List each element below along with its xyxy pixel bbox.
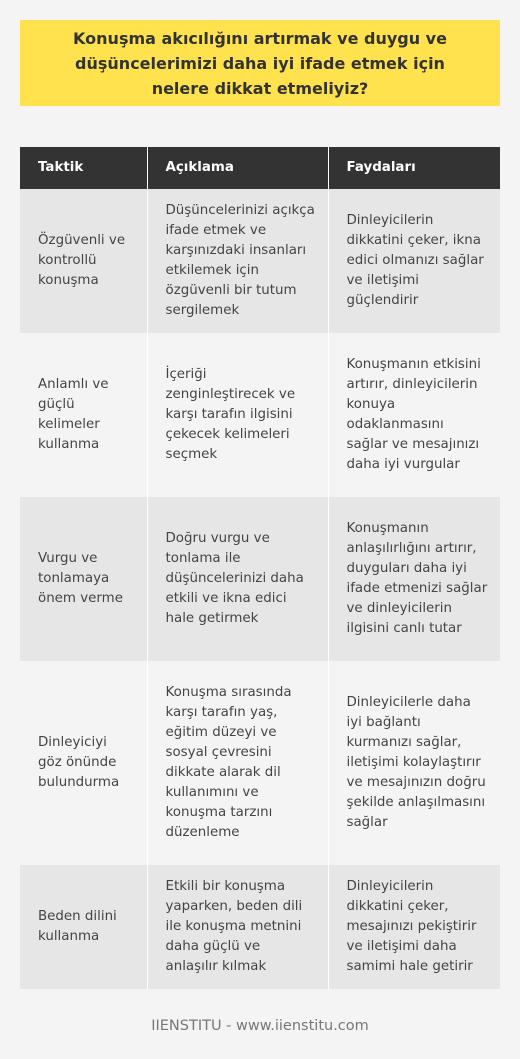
cell-taktik: Vurgu ve tonlamaya önem verme	[20, 497, 147, 661]
cell-faydalari: Dinleyicilerin dikkatini çeker, mesajınızı pekiştirir ve iletişimi daha samimi hale getirir	[328, 865, 500, 989]
cell-aciklama: Etkili bir konuşma yaparken, beden dili ile konuşma metnini daha güçlü ve anlaşılır kılmak	[147, 865, 328, 989]
table-row	[20, 189, 500, 333]
cell-faydalari: Konuşmanın etkisini artırır, dinleyicilerin konuya odaklanmasını sağlar ve mesajınızı daha iyi vurgular	[328, 333, 500, 497]
cell-aciklama: İçeriği zenginleştirecek ve karşı tarafın ilgisini çekecek kelimeleri seçmek	[147, 333, 328, 497]
cell-faydalari: Dinleyicilerle daha iyi bağlantı kurmanızı sağlar, iletişimi kolaylaştırır ve mesajınızın doğru şekilde anlaşılmasını sağlar	[328, 661, 500, 865]
header-taktik: Taktik	[20, 147, 147, 189]
table-row	[20, 497, 500, 661]
cell-taktik: Özgüvenli ve kontrollü konuşma	[20, 189, 147, 333]
header-aciklama: Açıklama	[147, 147, 328, 189]
header-faydalari: Faydaları	[328, 147, 500, 189]
tactics-table	[20, 147, 500, 989]
cell-taktik: Anlamlı ve güçlü kelimeler kullanma	[20, 333, 147, 497]
footer-credit: IIENSTITU - www.iienstitu.com	[151, 1018, 369, 1034]
cell-aciklama: Doğru vurgu ve tonlama ile düşüncelerinizi daha etkili ve ikna edici hale getirmek	[147, 497, 328, 661]
table-row	[20, 865, 500, 989]
cell-faydalari: Konuşmanın anlaşılırlığını artırır, duyguları daha iyi ifade etmenizi sağlar ve dinleyicilerin ilgisini canlı tutar	[328, 497, 500, 661]
cell-aciklama: Düşüncelerinizi açıkça ifade etmek ve karşınızdaki insanları etkilemek için özgüvenli bir tutum sergilemek	[147, 189, 328, 333]
cell-faydalari: Dinleyicilerin dikkatini çeker, ikna edici olmanızı sağlar ve iletişimi güçlendirir	[328, 189, 500, 333]
cell-taktik: Beden dilini kullanma	[20, 865, 147, 989]
table-header-row	[20, 147, 500, 189]
table-row	[20, 333, 500, 497]
page-title: Konuşma akıcılığını artırmak ve duygu ve düşüncelerimizi daha iyi ifade etmek için nelere dikkat etmeliyiz?	[73, 28, 447, 98]
cell-taktik: Dinleyiciyi göz önünde bulundurma	[20, 661, 147, 865]
table-row	[20, 661, 500, 865]
cell-aciklama: Konuşma sırasında karşı tarafın yaş, eğitim düzeyi ve sosyal çevresini dikkate alarak dil kullanımını ve konuşma tarzını düzenleme	[147, 661, 328, 865]
title-banner	[20, 20, 500, 106]
